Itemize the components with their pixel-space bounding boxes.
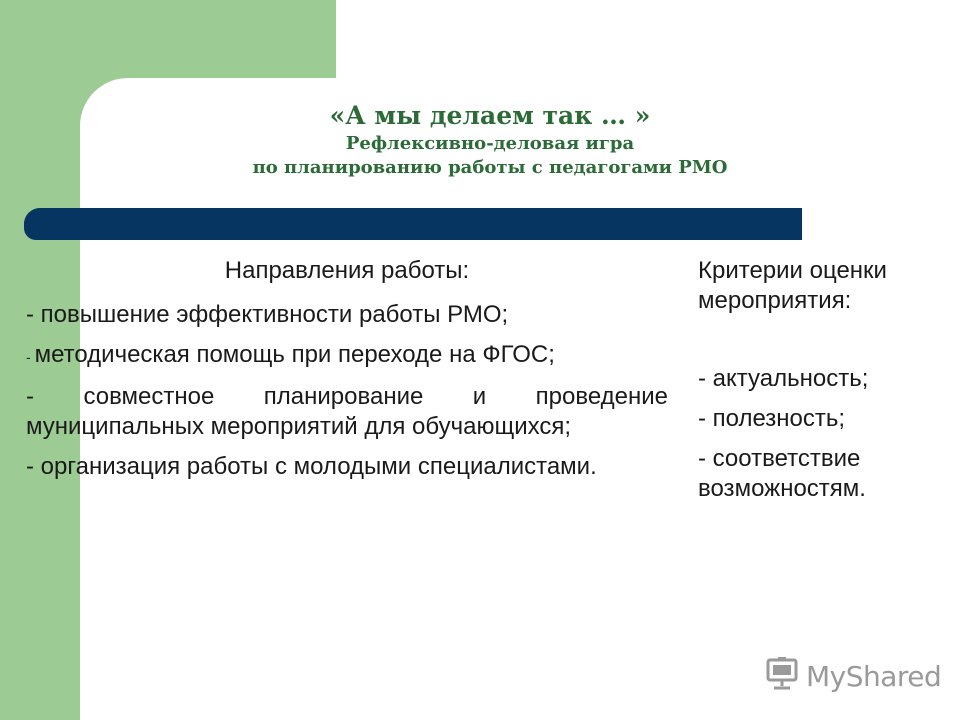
myshared-logo <box>764 656 941 696</box>
directions-item <box>26 340 668 372</box>
criteria-item: - соответствие возможностям. <box>698 445 866 502</box>
directions-item <box>26 382 668 442</box>
presentation-board-icon <box>764 657 800 696</box>
item-text: организация работы с молодыми специалистами. <box>40 453 597 480</box>
title-main: «А мы делаем так … » <box>329 101 651 130</box>
item-dash: - <box>26 383 84 410</box>
directions-item <box>26 300 668 330</box>
criteria-column <box>698 256 956 514</box>
directions-heading: Направления работы: <box>224 257 470 284</box>
title-subtitle-2: по планированию работы с педагогами РМО <box>252 157 728 178</box>
item-dash: - <box>26 349 35 365</box>
slide-title <box>130 100 850 180</box>
item-dash: - <box>26 301 41 328</box>
directions-item <box>26 452 668 482</box>
item-text: повышение эффективности работы РМО; <box>40 301 509 328</box>
watermark-text: MyShared <box>806 659 942 693</box>
navy-divider-tail <box>24 222 66 240</box>
criteria-item: - полезность; <box>698 405 846 432</box>
navy-divider-bar <box>24 208 802 240</box>
item-text: методическая помощь при переходе на ФГОС; <box>34 341 555 368</box>
item-dash: - <box>26 453 41 480</box>
title-subtitle: Рефлексивно-деловая игра <box>345 133 635 154</box>
criteria-heading: Критерии оценки мероприятия: <box>698 257 887 314</box>
criteria-item: - актуальность; <box>698 365 869 392</box>
directions-column <box>26 256 668 492</box>
item-text: совместное планирование и проведение муниципальных мероприятий для обучающихся; <box>26 383 668 440</box>
